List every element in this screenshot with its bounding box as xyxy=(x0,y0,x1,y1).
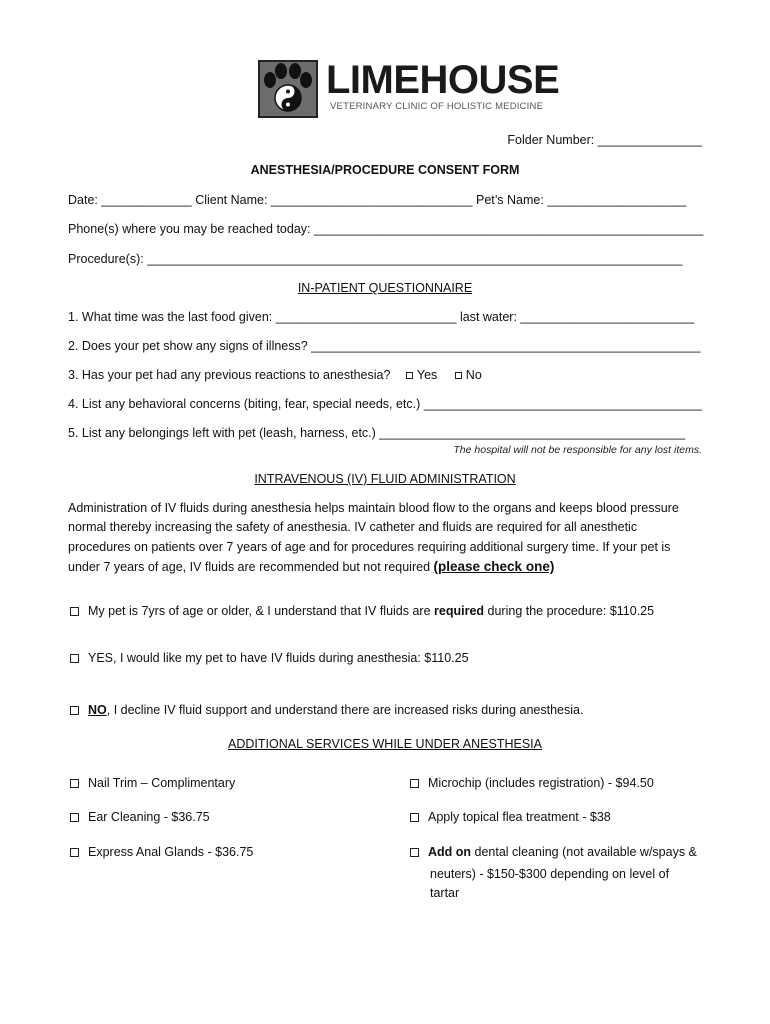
checkbox-icon[interactable] xyxy=(410,813,419,822)
checkbox-icon[interactable] xyxy=(70,607,79,616)
question-4[interactable]: 4. List any behavioral concerns (biting, fear, special needs, etc.) ________________________________________ xyxy=(68,397,702,411)
logo-title: LIMEHOUSE xyxy=(326,58,560,102)
date-client-pet-line[interactable]: Date: _____________ Client Name: _____________________________ Pet’s Name: ____________________ xyxy=(68,193,687,207)
iv-option-yes[interactable]: YES, I would like my pet to have IV fluids during anesthesia: $110.25 xyxy=(70,651,469,665)
iv-option-no[interactable]: NO, I decline IV fluid support and understand there are increased risks during anesthesia. xyxy=(70,703,583,717)
service-nail-trim[interactable]: Nail Trim – Complimentary xyxy=(70,776,235,790)
service-microchip[interactable]: Microchip (includes registration) - $94.50 xyxy=(410,776,654,790)
checkbox-icon[interactable] xyxy=(70,848,79,857)
service-anal-glands[interactable]: Express Anal Glands - $36.75 xyxy=(70,845,253,859)
checkbox-icon[interactable] xyxy=(455,372,462,379)
checkbox-icon[interactable] xyxy=(410,779,419,788)
service-dental-line3: tartar xyxy=(430,886,460,900)
phone-line[interactable]: Phone(s) where you may be reached today: ________________________________________________________ xyxy=(68,222,704,236)
iv-option-required[interactable]: My pet is 7yrs of age or older, & I understand that IV fluids are required during the procedure: $110.25 xyxy=(70,604,654,618)
logo-subtitle: VETERINARY CLINIC OF HOLISTIC MEDICINE xyxy=(330,101,544,112)
folder-number: Folder Number: _______________ xyxy=(507,133,702,147)
service-ear-cleaning[interactable]: Ear Cleaning - $36.75 xyxy=(70,810,210,824)
checkbox-icon[interactable] xyxy=(70,654,79,663)
checkbox-icon[interactable] xyxy=(406,372,413,379)
form-title: ANESTHESIA/PROCEDURE CONSENT FORM xyxy=(250,163,520,177)
q3-no-option[interactable]: No xyxy=(455,368,482,382)
check-one-note: (please check one) xyxy=(433,558,555,574)
checkbox-icon[interactable] xyxy=(410,848,419,857)
service-flea[interactable]: Apply topical flea treatment - $38 xyxy=(410,810,611,824)
question-5[interactable]: 5. List any belongings left with pet (leash, harness, etc.) ____________________________________________ xyxy=(68,426,686,440)
checkbox-icon[interactable] xyxy=(70,706,79,715)
logo-paw-icon xyxy=(258,60,318,118)
additional-heading: ADDITIONAL SERVICES WHILE UNDER ANESTHESIA xyxy=(228,737,542,751)
question-3 xyxy=(68,368,482,382)
procedure-line[interactable]: Procedure(s): _____________________________________________________________________________ xyxy=(68,252,683,266)
q3-yes-option[interactable]: Yes xyxy=(406,368,437,382)
checkbox-icon[interactable] xyxy=(70,813,79,822)
iv-heading: INTRAVENOUS (IV) FLUID ADMINISTRATION xyxy=(254,472,516,486)
lost-items-note: The hospital will not be responsible for any lost items. xyxy=(453,444,702,456)
question-2[interactable]: 2. Does your pet show any signs of illness? ________________________________________________________ xyxy=(68,339,701,353)
checkbox-icon[interactable] xyxy=(70,779,79,788)
service-dental-line2: neuters) - $150-$300 depending on level of xyxy=(430,867,670,881)
service-dental[interactable]: Add on dental cleaning (not available w/spays & xyxy=(410,845,697,859)
question-1[interactable]: 1. What time was the last food given: __________________________ last water: _________________________ xyxy=(68,310,695,324)
iv-paragraph: Administration of IV fluids during anesthesia helps maintain blood flow to the organs and keeps blood pressure normal thereby increasing the safety of anesthesia. IV catheter and fluids are required for all anesthetic procedures on patients over 7 years of age and for procedures requiring additional surgery time. If your pet is under 7 years of age, IV fluids are recommended but not required (please check one) xyxy=(68,501,679,574)
question-3-text: 3. Has your pet had any previous reactions to anesthesia? xyxy=(68,368,391,382)
questionnaire-heading: IN-PATIENT QUESTIONNAIRE xyxy=(297,281,473,295)
